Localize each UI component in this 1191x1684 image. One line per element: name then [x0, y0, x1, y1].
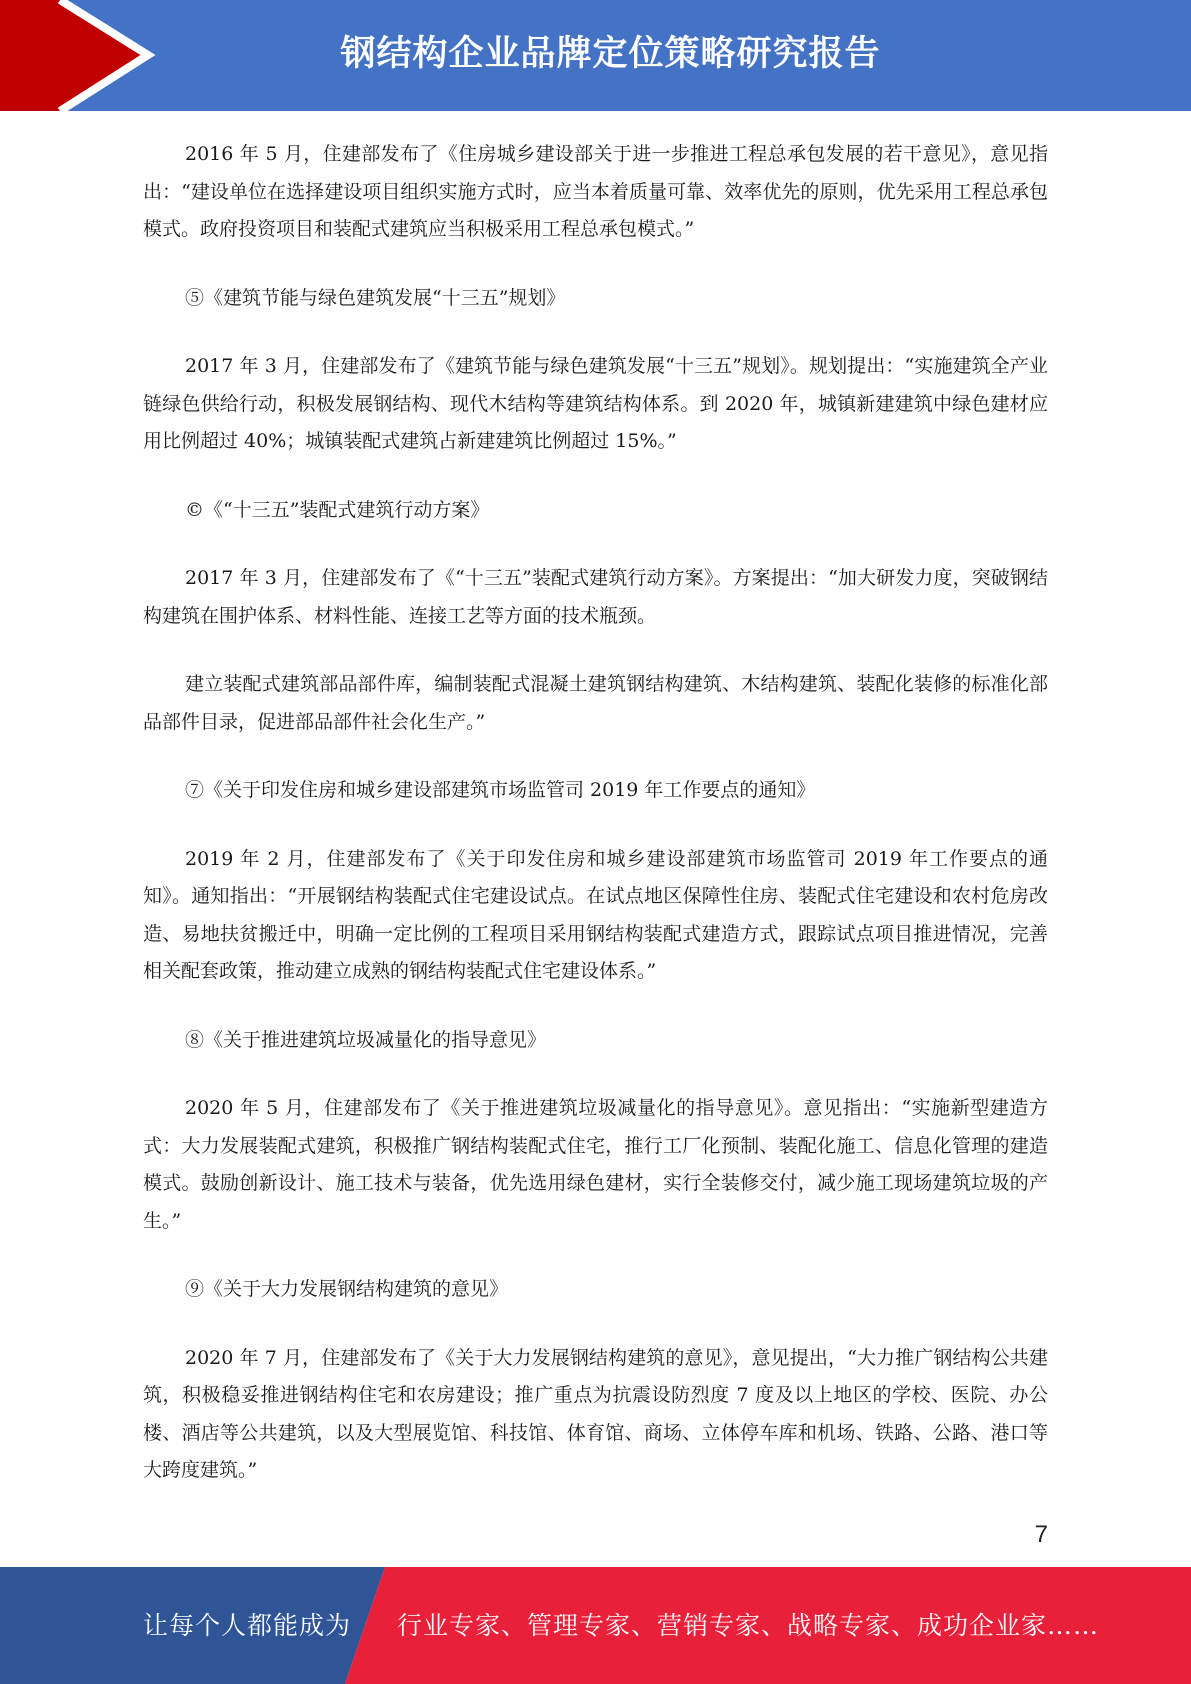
footer-slogan-left: 让每个人都能成为 — [143, 1611, 352, 1640]
footer-slogan-right: 行业专家、管理专家、营销专家、战略专家、成功企业家…… — [397, 1611, 1100, 1640]
section-heading: ⑤《建筑节能与绿色建筑发展“十三五”规划》 — [185, 286, 566, 309]
paragraph: 2016 年 5 月，住建部发布了《住房城乡建设部关于进一步推进工程总承包发展的若干意见》，意见指出：“建设单位在选择建设项目组织实施方式时，应当本着质量可靠、效率优先的原则，优先采用工程总承包模式。政府投资项目和装配式建筑应当积极采用工程总承包模式。” — [143, 143, 1048, 240]
paragraph: 建立装配式建筑部品部件库，编制装配式混凝土建筑钢结构建筑、木结构建筑、装配化装修的标准化部品部件目录，促进部品部件社会化生产。” — [143, 673, 1048, 733]
section-heading: ©《“十三五”装配式建筑行动方案》 — [185, 498, 490, 521]
report-title: 钢结构企业品牌定位策略研究报告 — [340, 34, 881, 74]
paragraph: 2017 年 3 月，住建部发布了《建筑节能与绿色建筑发展“十三五”规划》。规划提出：“实施建筑全产业链绿色供给行动，积极发展钢结构、现代木结构等建筑结构体系。到 2020 年，城镇新建建筑中绿色建材应用比例超过 40%；城镇装配式建筑占新建建筑比例超过 15%。” — [143, 355, 1048, 452]
document-body — [143, 136, 1048, 1490]
paragraph: 2020 年 7 月，住建部发布了《关于大力发展钢结构建筑的意见》，意见提出，“大力推广钢结构公共建筑，积极稳妥推进钢结构住宅和农房建设；推广重点为抗震设防烈度 7 度及以上地区的学校、医院、办公楼、酒店等公共建筑，以及大型展览馆、科技馆、体育馆、商场、立体停车库和机场、铁路、公路、港口等大跨度建筑。” — [143, 1346, 1048, 1481]
paragraph: 2017 年 3 月，住建部发布了《“十三五”装配式建筑行动方案》。方案提出：“加大研发力度，突破钢结构建筑在围护体系、材料性能、连接工艺等方面的技术瓶颈。 — [143, 567, 1048, 627]
page-header — [0, 0, 1191, 111]
page-footer — [0, 1567, 1191, 1684]
section-heading: ⑦《关于印发住房和城乡建设部建筑市场监管司 2019 年工作要点的通知》 — [185, 779, 816, 801]
section-heading: ⑨《关于大力发展钢结构建筑的意见》 — [185, 1278, 509, 1300]
paragraph: 2020 年 5 月，住建部发布了《关于推进建筑垃圾减量化的指导意见》。意见指出：“实施新型建造方式：大力发展装配式建筑，积极推广钢结构装配式住宅，推行工厂化预制、装配化施工、信息化管理的建造模式。鼓励创新设计、施工技术与装备，优先选用绿色建材，实行全装修交付，减少施工现场建筑垃圾的产生。” — [143, 1097, 1048, 1232]
page-number: 7 — [1034, 1521, 1048, 1548]
paragraph: 2019 年 2 月，住建部发布了《关于印发住房和城乡建设部建筑市场监管司 2019 年工作要点的通知》。通知指出：“开展钢结构装配式住宅建设试点。在试点地区保障性住房、装配式住宅建设和农村危房改造、易地扶贫搬迁中，明确一定比例的工程项目采用钢结构装配式建造方式，跟踪试点项目推进情况，完善相关配套政策，推动建立成熟的钢结构装配式住宅建设体系。” — [143, 847, 1048, 982]
section-heading: ⑧《关于推进建筑垃圾减量化的指导意见》 — [185, 1028, 547, 1051]
